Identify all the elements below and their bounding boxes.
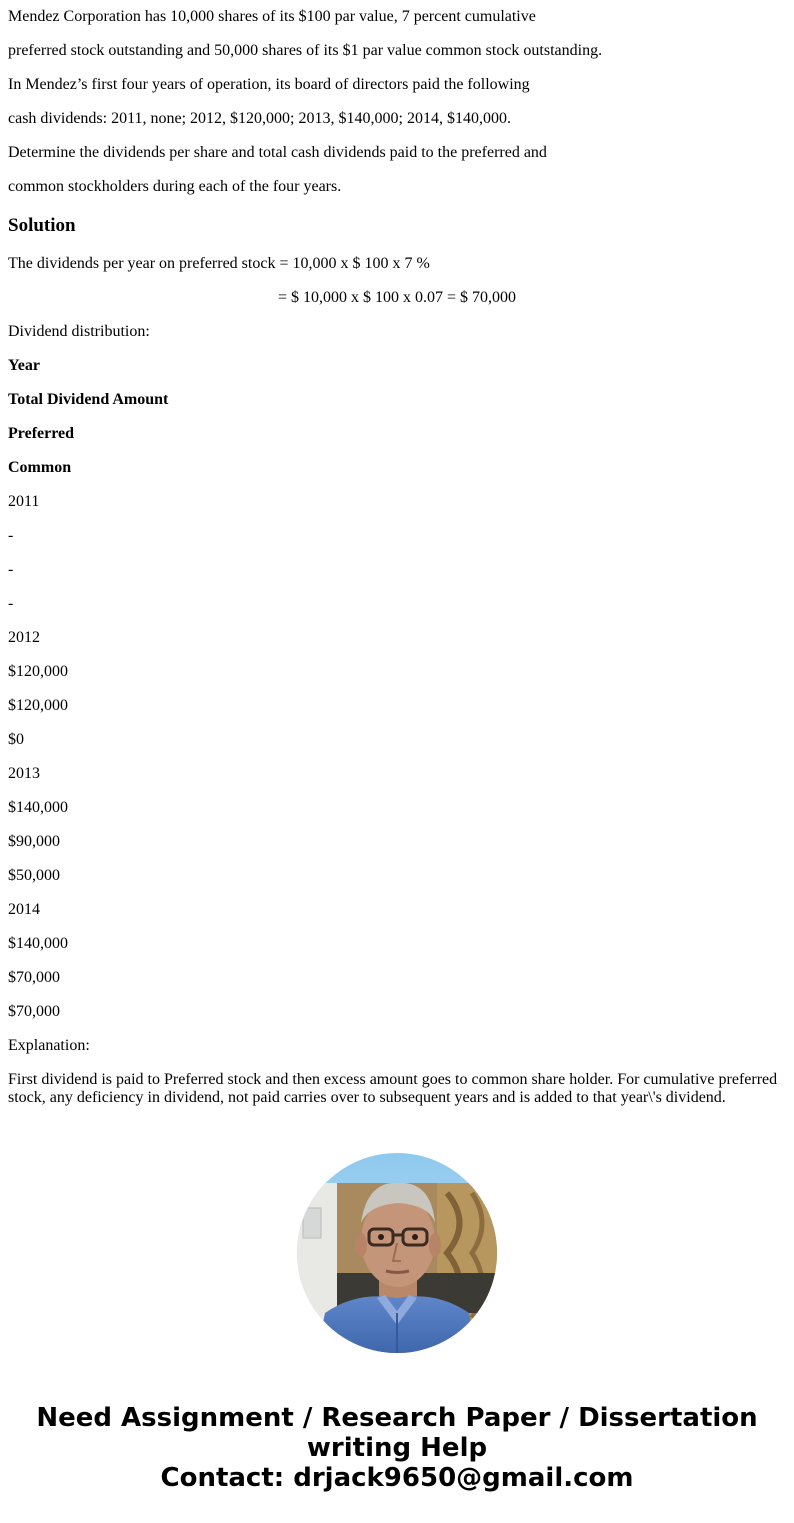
promo-text <box>0 1403 794 1493</box>
table-cell: $70,000 <box>8 969 60 986</box>
formula-line-2: = $ 10,000 x $ 100 x 0.07 = $ 70,000 <box>277 289 517 306</box>
problem-line-6: common stockholders during each of the four years. <box>8 178 342 195</box>
problem-line-4: cash dividends: 2011, none; 2012, $120,000; 2013, $140,000; 2014, $140,000. <box>8 110 511 127</box>
solution-heading: Solution <box>8 215 76 236</box>
promo-line-1: Need Assignment / Research Paper / Dissertation <box>36 1403 758 1433</box>
promo-line-2: writing Help <box>306 1433 488 1463</box>
table-cell: $120,000 <box>8 697 68 714</box>
table-header-common: Common <box>8 459 72 476</box>
formula-line-1: The dividends per year on preferred stock = 10,000 x $ 100 x 7 % <box>8 255 430 272</box>
problem-line-3: In Mendez’s first four years of operation, its board of directors paid the following <box>8 76 530 93</box>
distribution-label: Dividend distribution: <box>8 323 150 340</box>
table-cell: $120,000 <box>8 663 68 680</box>
promo-contact: Contact: drjack9650@gmail.com <box>160 1463 634 1493</box>
table-header-total: Total Dividend Amount <box>8 391 169 408</box>
table-cell: $0 <box>8 731 24 748</box>
table-cell: - <box>8 561 14 578</box>
table-cell: $70,000 <box>8 1003 60 1020</box>
table-header-year: Year <box>8 357 40 374</box>
table-cell: - <box>8 595 14 612</box>
table-cell: $50,000 <box>8 867 60 884</box>
table-cell: $90,000 <box>8 833 60 850</box>
table-cell: $140,000 <box>8 799 68 816</box>
table-cell: 2011 <box>8 493 40 510</box>
problem-line-2: preferred stock outstanding and 50,000 shares of its $1 par value common stock outstanding. <box>8 42 603 59</box>
author-portrait-icon <box>297 1153 497 1353</box>
table-cell: 2014 <box>8 901 40 918</box>
table-cell: 2013 <box>8 765 40 782</box>
table-cell: - <box>8 527 14 544</box>
problem-line-1: Mendez Corporation has 10,000 shares of its $100 par value, 7 percent cumulative <box>8 8 536 25</box>
table-header-preferred: Preferred <box>8 425 75 442</box>
explanation-text: First dividend is paid to Preferred stock and then excess amount goes to common share holder. For cumulative preferred stock, any deficiency in dividend, not paid carries over to subsequent years and is added to that year\'s dividend. <box>8 1071 778 1106</box>
problem-line-5: Determine the dividends per share and total cash dividends paid to the preferred and <box>8 144 547 161</box>
table-cell: $140,000 <box>8 935 68 952</box>
table-cell: 2012 <box>8 629 40 646</box>
explanation-label: Explanation: <box>8 1037 90 1054</box>
